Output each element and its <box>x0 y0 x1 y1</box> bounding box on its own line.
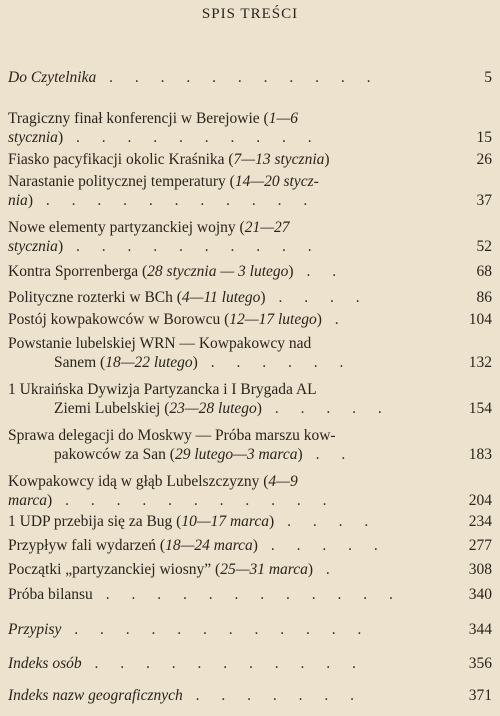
toc-entry[interactable] <box>8 620 492 639</box>
toc-entry-text: Indeks nazw geograficznych <box>8 687 183 704</box>
toc-entry[interactable] <box>8 472 492 510</box>
toc-entry-text-close: ) <box>47 492 53 509</box>
toc-leader-dots: . <box>321 311 348 328</box>
toc-entry-text: pakowców za San ( <box>54 446 175 463</box>
toc-entry-line <box>8 109 492 128</box>
toc-entry-dates: 25—31 marca <box>220 561 308 578</box>
toc-entry-line <box>8 585 492 604</box>
toc-entry-text: Ziemi Lubelskiej ( <box>54 400 170 417</box>
toc-entry[interactable] <box>8 536 492 555</box>
toc-leader-dots: . . . . <box>265 289 369 306</box>
toc-page-number: 86 <box>476 289 492 306</box>
toc-page-number: 371 <box>468 687 492 704</box>
toc-entry-line <box>8 472 492 491</box>
toc-entry[interactable] <box>8 150 492 169</box>
toc-entry-text: Kontra Sporrenberga ( <box>8 263 148 280</box>
toc-entry-line <box>8 310 492 329</box>
toc-entry-line <box>8 426 492 445</box>
toc-entry-text: nia <box>8 192 28 209</box>
toc-entry-text-after: ) <box>260 289 266 306</box>
toc-entry-text: Sanem ( <box>54 354 106 371</box>
toc-entry[interactable] <box>8 585 492 604</box>
toc-entry[interactable] <box>8 109 492 147</box>
toc-entry[interactable] <box>8 686 492 705</box>
toc-leader-dots: . . . . . . . . . . . <box>52 492 336 509</box>
toc-entry-line <box>8 334 492 353</box>
toc-leader-dots: . . . . . . . . . . . <box>81 655 365 672</box>
toc-entry-line <box>8 237 492 256</box>
toc-entry-text: Powstanie lubelskiej WRN — Kowpakowcy nad <box>8 335 312 352</box>
toc-entry-line <box>8 353 492 372</box>
toc-entry-text-after: ) <box>252 537 258 554</box>
toc-entry-text: Fiasko pacyfikacji okolic Kraśnika ( <box>8 151 234 168</box>
toc-leader-dots: . . . . . . . . . . . <box>32 192 317 209</box>
toc-entry-dates: 18—22 lutego <box>105 354 193 371</box>
toc-entry-dates: 29 lutego—3 marca <box>174 446 298 463</box>
page-title: SPIS TREŚCI <box>201 6 299 22</box>
toc-entry-text: Indeks osób <box>8 655 82 672</box>
toc-entry-line <box>8 218 492 237</box>
toc-entry[interactable] <box>8 288 492 307</box>
toc-entry-line <box>8 262 492 281</box>
toc-entry[interactable] <box>8 512 492 531</box>
toc-page-number: 104 <box>468 311 492 328</box>
toc-entry-dates: 10—17 marca <box>181 513 270 530</box>
toc-entry-text-close: ) <box>27 192 33 209</box>
toc-entry-text: stycznia <box>8 238 58 255</box>
toc-leader-dots: . . . . . <box>261 400 391 417</box>
toc-entry-text: Przypisy <box>8 621 62 638</box>
toc-leader-dots: . . . . . . . . . . . . <box>92 586 402 603</box>
toc-entry-line <box>8 654 492 673</box>
toc-entry-line <box>8 172 492 191</box>
toc-entry[interactable] <box>8 262 492 281</box>
toc-page-number: 234 <box>468 513 492 530</box>
toc-entry-dates: 12—17 lutego <box>229 311 317 328</box>
toc-entry-text: Narastanie politycznej temperatury ( <box>8 173 235 190</box>
toc-entry-dates: 4—9 <box>268 473 298 490</box>
toc-entry-text-after: ) <box>316 311 322 328</box>
toc-entry[interactable] <box>8 218 492 256</box>
toc-leader-dots: . . . . . . . <box>182 687 364 704</box>
toc-page-number: 183 <box>468 446 492 463</box>
toc-entry[interactable] <box>8 560 492 579</box>
toc-entry-line <box>8 399 492 418</box>
toc-page-number: 308 <box>468 561 492 578</box>
toc-leader-dots: . . <box>293 263 346 280</box>
toc-leader-dots: . . . . . <box>257 537 387 554</box>
toc-entry-dates: 21—27 <box>244 219 290 236</box>
toc-entry-text: Przypływ fali wydarzeń ( <box>8 537 166 554</box>
toc-entry-dates: 14—20 stycz- <box>234 173 319 190</box>
toc-entry-dates: 23—28 lutego <box>169 400 257 417</box>
toc-entry[interactable] <box>8 426 492 464</box>
toc-entry-text-after: ) <box>269 513 275 530</box>
toc-entry[interactable] <box>8 68 492 87</box>
toc-entry-text-after: ) <box>192 354 198 371</box>
toc-entry-line <box>8 536 492 555</box>
toc-entry[interactable] <box>8 334 492 372</box>
toc-entry-dates: 28 stycznia — 3 lutego <box>147 263 289 280</box>
toc-entry-text-close: ) <box>57 238 64 255</box>
toc-entry[interactable] <box>8 380 492 418</box>
toc-entry-text: Sprawa delegacji do Moskwy — Próba marszu kow- <box>8 427 336 444</box>
toc-entry-text-after: ) <box>256 400 262 417</box>
toc-entry-line <box>8 191 492 210</box>
toc-page-number: 204 <box>468 492 492 509</box>
toc-entry-text: Kowpakowcy idą w głąb Lubelszczyzny ( <box>8 473 269 490</box>
toc-entry-text-after: ) <box>288 263 294 280</box>
toc-page-number: 68 <box>476 263 492 280</box>
toc-entry-dates: 4—11 lutego <box>181 289 261 306</box>
toc-entry[interactable] <box>8 310 492 329</box>
toc-entry-line <box>8 560 492 579</box>
toc-page-number: 15 <box>476 129 492 146</box>
toc-leader-dots: . . <box>302 446 355 463</box>
toc-entry-text: Postój kowpakowców w Borowcu ( <box>8 311 230 328</box>
toc-entry-text-after: ) <box>324 151 330 168</box>
toc-leader-dots: . . . . . . . . . . . . <box>61 621 371 638</box>
toc-page-number: 356 <box>468 655 492 672</box>
toc-entry-text: marca <box>8 492 48 509</box>
toc-entry-text-after: ) <box>307 561 314 578</box>
toc-page-number: 5 <box>484 69 492 86</box>
toc-entry-dates: 7—13 stycznia <box>233 151 325 168</box>
toc-entry-line <box>8 491 492 510</box>
toc-entry-line <box>8 445 492 464</box>
toc-leader-dots: . <box>313 561 339 578</box>
toc-entry-dates: 18—24 marca <box>165 537 253 554</box>
toc-page-number: 154 <box>468 400 492 417</box>
toc-page-number: 26 <box>476 151 492 168</box>
toc-entry-line <box>8 150 492 169</box>
toc-entry-text: Początki „partyzanckiej wiosny” ( <box>8 561 221 578</box>
toc-entry-line <box>8 620 492 639</box>
toc-page-number: 344 <box>468 621 492 638</box>
toc-leader-dots: . . . . . . . . . . <box>63 129 321 146</box>
toc-leader-dots: . . . . . . . . . . . <box>96 69 380 86</box>
toc-entry-text-after: ) <box>297 446 303 463</box>
toc-entry-line <box>8 68 492 87</box>
toc-entry-text: Nowe elementy partyzanckiej wojny ( <box>8 219 245 236</box>
toc-entry-text: Tragiczny finał konferencji w Berejowie ( <box>8 110 269 127</box>
toc-leader-dots: . . . . . . . . . . <box>63 238 321 255</box>
toc-entry-text-close: ) <box>57 129 64 146</box>
toc-entry-text: stycznia <box>8 129 58 146</box>
toc-leader-dots: . . . . <box>274 513 378 530</box>
toc-page-number: 52 <box>476 238 492 255</box>
toc-leader-dots: . . . . . . <box>197 354 353 371</box>
toc-page-number: 132 <box>468 354 492 371</box>
toc-entry-line <box>8 380 492 399</box>
toc-entry-line <box>8 512 492 531</box>
toc-page-number: 37 <box>476 192 492 209</box>
toc-entry-text: Do Czytelnika <box>8 69 97 86</box>
toc-entry-text: Próba bilansu <box>8 586 93 603</box>
toc-entry-line <box>8 288 492 307</box>
toc-entry-line <box>8 686 492 705</box>
toc-entry-text: 1 Ukraińska Dywizja Partyzancka i I Brygada AL <box>8 381 317 398</box>
toc-page-number: 277 <box>468 537 492 554</box>
toc-entry[interactable] <box>8 172 492 210</box>
toc-entry-line <box>8 128 492 147</box>
toc-entry-text: Polityczne rozterki w BCh ( <box>8 289 182 306</box>
toc-entry-dates: 1—6 <box>268 110 298 127</box>
toc-entry[interactable] <box>8 654 492 673</box>
toc-entry-text: 1 UDP przebija się za Bug ( <box>8 513 182 530</box>
toc-page-number: 340 <box>468 586 492 603</box>
